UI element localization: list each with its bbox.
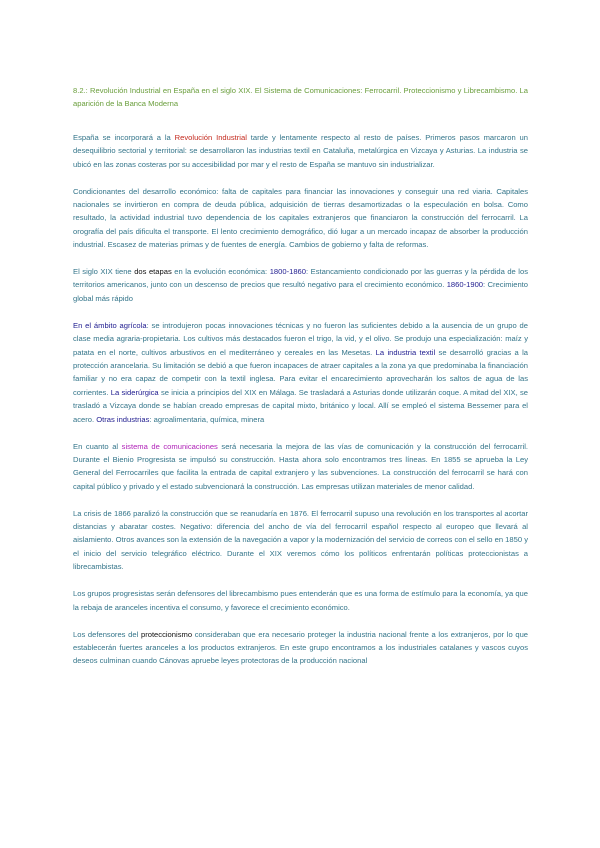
highlight-sistema-comunicaciones: sistema de comunicaciones <box>121 441 218 451</box>
text-run: será necesaria la mejora de las vías de comunicación y la construcción del ferrocarril. Durante el Bienio Progresista se impulsó su construcción. Hasta ahora solo encontramos tres líneas. En 1855 se aprueba la Ley General del Ferrocarriles que facilita la entrada de capital extranjero y las subvenciones. La construcción del ferrocarril se hará con capital público y privado y el estado subvencionará la construcción. Las empresas utilizan materiales de menor calidad. <box>73 441 529 491</box>
highlight-dos-etapas: dos etapas <box>134 267 172 277</box>
highlight-revolucion-industrial: Revolución Industrial <box>174 132 247 142</box>
text-run: se inicia a principios del XIX en Málaga. Se trasladará a Asturias donde utilizarán coque. A mitad del XIX, se trasladó a Vizcaya donde se habían creado empresas de capital mixto, británico y local. Allí se empleó el sistema Bessemer para el acero. <box>73 387 529 424</box>
text-run: tarde y lentamente respecto al resto de países. Primeros pasos marcaron un desequilibrio sectorial y territorial: se desarrollaron las industrias textil en Cataluña, metalúrgica en Vizcaya y Asturias. La industria se ubicó en las zonas costeras por su accesibilidad por mar y el resto de España se mantuvo sin industrializar. <box>73 132 528 169</box>
text-run: En cuanto al <box>73 441 122 451</box>
text-run: : Estancamiento condicionado por las guerras y la pérdida de los territorios americanos, junto con un descenso de precios que resultó negativo para el crecimiento económico. <box>73 267 529 290</box>
text-run: consideraban que era necesario proteger la industria nacional frente a los extranjeros, por lo que establecerán fuertes aranceles a los productos extranjeros. En este grupo encontramos a los industriales catalanes y vascos cuyos deseos culminan cuando Cánovas apruebe leyes protectoras de la producción nacional <box>73 629 529 666</box>
paragraph-sistema-comunicaciones <box>73 440 528 494</box>
highlight-1860-1900: 1860-1900 <box>446 280 484 290</box>
paragraph-condicionantes: Condicionantes del desarrollo económico: falta de capitales para financiar las innovaciones y conseguir una red viaria. Capitales nacionales se invirtieron en compra de deuda pública, adquisición de tierras desamortizadas o la especulación en bolsa. Como resultado, la actividad industrial tuvo dependencia de los capitales extranjeros que financiaron la construcción del ferrocarril. La orografía del país dificulta el transporte. El lento crecimiento demográfico, dió lugar a un mercado incapaz de absorber la producción industrial. Escasez de materias primas y de fuentes de energía. Cambios de gobierno y falta de reformas. <box>73 186 528 250</box>
highlight-proteccionismo: proteccionismo <box>140 629 193 639</box>
highlight-ambito-agricola: En el ámbito agrícola <box>73 320 147 330</box>
text-run: : agroalimentaria, química, minera <box>149 414 265 424</box>
paragraph-progresistas: Los grupos progresistas serán defensores del librecambismo pues entenderán que es una forma de estímulo para la economía, ya que la rebaja de aranceles incentiva el consumo, y favorece el crecimiento económico. <box>73 589 528 612</box>
text-run: España se incorporará a la <box>73 132 175 142</box>
text-run: se desarrolló gracias a la protección arancelaria. Su limitación se debió a que fueron incapaces de atraer capitales a la zona ya que predominaba la financiación familiar y no era capaz de competir con la textil inglesa. Para evitar el encarecimiento aprovecharán los saltos de agua de las corrientes. <box>73 347 529 397</box>
paragraph-revolucion-industrial <box>73 131 528 171</box>
text-run: : Crecimiento global más rápido <box>73 280 528 303</box>
text-run: Los defensores del <box>73 629 141 639</box>
text-run: : se introdujeron pocas innovaciones técnicas y no fueron las suficientes debido a la ausencia de un grupo de clase media agraria-propietaria. Los cultivos más destacados fueron el trigo, la vid, y el olivo. Se produjo una especialización: maíz y patata en el norte, cultivos arbustivos en el mediterráneo y cereales en las Mesetas. <box>73 320 528 357</box>
paragraph-crisis-1866: La crisis de 1866 paralizó la construcción que se reanudaría en 1876. El ferrocarril supuso una revolución en los transportes al acortar distancias y abaratar costes. Negativo: diferencia del ancho de vía del ferrocarril español respecto al europeo que llevará al aislamiento. Otros avances son la extensión de la navegación a vapor y la modernización del servicio de correos con el sello en 1850 y el inicio del servicio telegráfico eléctrico. Durante el XIX veremos cómo los políticos enfrentarán políticas proteccionistas a librecambistas. <box>73 508 528 572</box>
highlight-industria-textil: La industria textil <box>375 347 436 357</box>
highlight-otras-industrias: Otras industrias <box>96 414 150 424</box>
text-run: El siglo XIX tiene <box>73 267 135 277</box>
paragraph-ambito-agricola <box>73 319 528 426</box>
text-run: en la evolución económica: <box>171 267 270 277</box>
paragraph-etapas <box>73 265 528 305</box>
paragraph-proteccionismo <box>73 628 528 668</box>
section-title: 8.2.: Revolución Industrial en España en el siglo XIX. El Sistema de Comunicaciones: Ferrocarril. Proteccionismo y Librecambismo. La aparición de la Banca Moderna <box>73 86 528 109</box>
highlight-1800-1860: 1800-1860 <box>269 267 307 277</box>
document-page <box>73 84 528 681</box>
highlight-siderurgica: La siderúrgica <box>110 387 159 397</box>
